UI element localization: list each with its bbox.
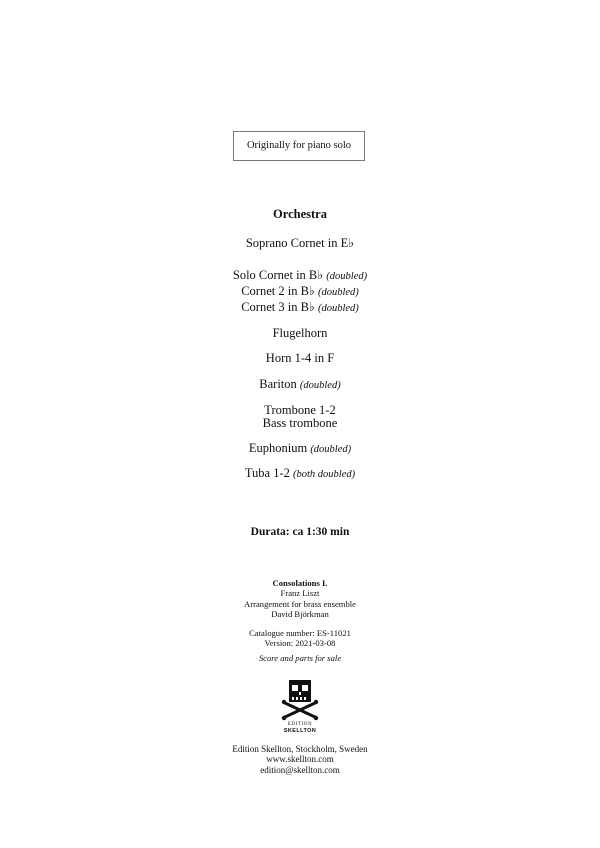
instrument-horn [0, 350, 600, 366]
logo-line-2: SKELLTON [283, 728, 317, 734]
original-note: Originally for piano solo [246, 140, 352, 151]
instrument-name: Cornet 3 in B♭ [241, 300, 318, 314]
instrument-euphonium [0, 440, 600, 458]
skull-crossbones-icon [279, 679, 321, 735]
publisher-address: Edition Skellton, Stockholm, Sweden [232, 744, 368, 754]
original-note-box [233, 131, 365, 161]
orchestra-heading: Orchestra [273, 207, 327, 221]
instrument-name: Cornet 2 in B♭ [241, 284, 318, 298]
instrument-name: Euphonium [248, 441, 311, 455]
instrument-name: Tuba 1-2 [244, 466, 294, 480]
instrument-name: Solo Cornet in B♭ [232, 268, 327, 282]
arrangement: Arrangement for brass ensemble [244, 598, 356, 609]
work-title: Consolations I. [272, 578, 328, 588]
instrument-name: Soprano Cornet in E♭ [245, 236, 355, 250]
edition-skellton-logo [279, 679, 321, 735]
arranger: David Björkman [271, 609, 329, 620]
instrument-note: (both doubled) [293, 469, 356, 480]
publisher-email: edition@skellton.com [260, 764, 340, 775]
version: Version: 2021-03-08 [264, 638, 336, 649]
composer: Franz Liszt [280, 588, 320, 599]
sale-note: Score and parts for sale [258, 653, 342, 663]
instrument-tuba [0, 465, 600, 483]
instrument-cornet-3 [0, 299, 600, 317]
instrument-flugelhorn [0, 325, 600, 341]
instrument-note: (doubled) [317, 287, 359, 298]
instrument-note: (doubled) [299, 380, 341, 391]
durata: Durata: ca 1:30 min [250, 526, 350, 538]
instrument-name: Bariton [259, 377, 300, 391]
instrument-note: (doubled) [317, 303, 359, 314]
instrument-name: Horn 1-4 in F [265, 351, 335, 365]
instrument-name: Flugelhorn [272, 326, 328, 340]
work-info [0, 578, 600, 648]
instrument-bariton [0, 376, 600, 394]
catalogue-number: Catalogue number: ES-11021 [249, 627, 351, 638]
instrument-note: (doubled) [326, 271, 368, 282]
instrument-soprano-cornet [0, 235, 600, 251]
instrument-note: (doubled) [310, 444, 352, 455]
logo-line-1: EDITION [287, 722, 313, 727]
publisher-info [0, 744, 600, 775]
instrument-name: Trombone 1-2 [264, 403, 336, 417]
instrument-name: Bass trombone [262, 416, 338, 430]
instrument-bass-trombone [0, 415, 600, 431]
publisher-website: www.skellton.com [266, 754, 334, 765]
